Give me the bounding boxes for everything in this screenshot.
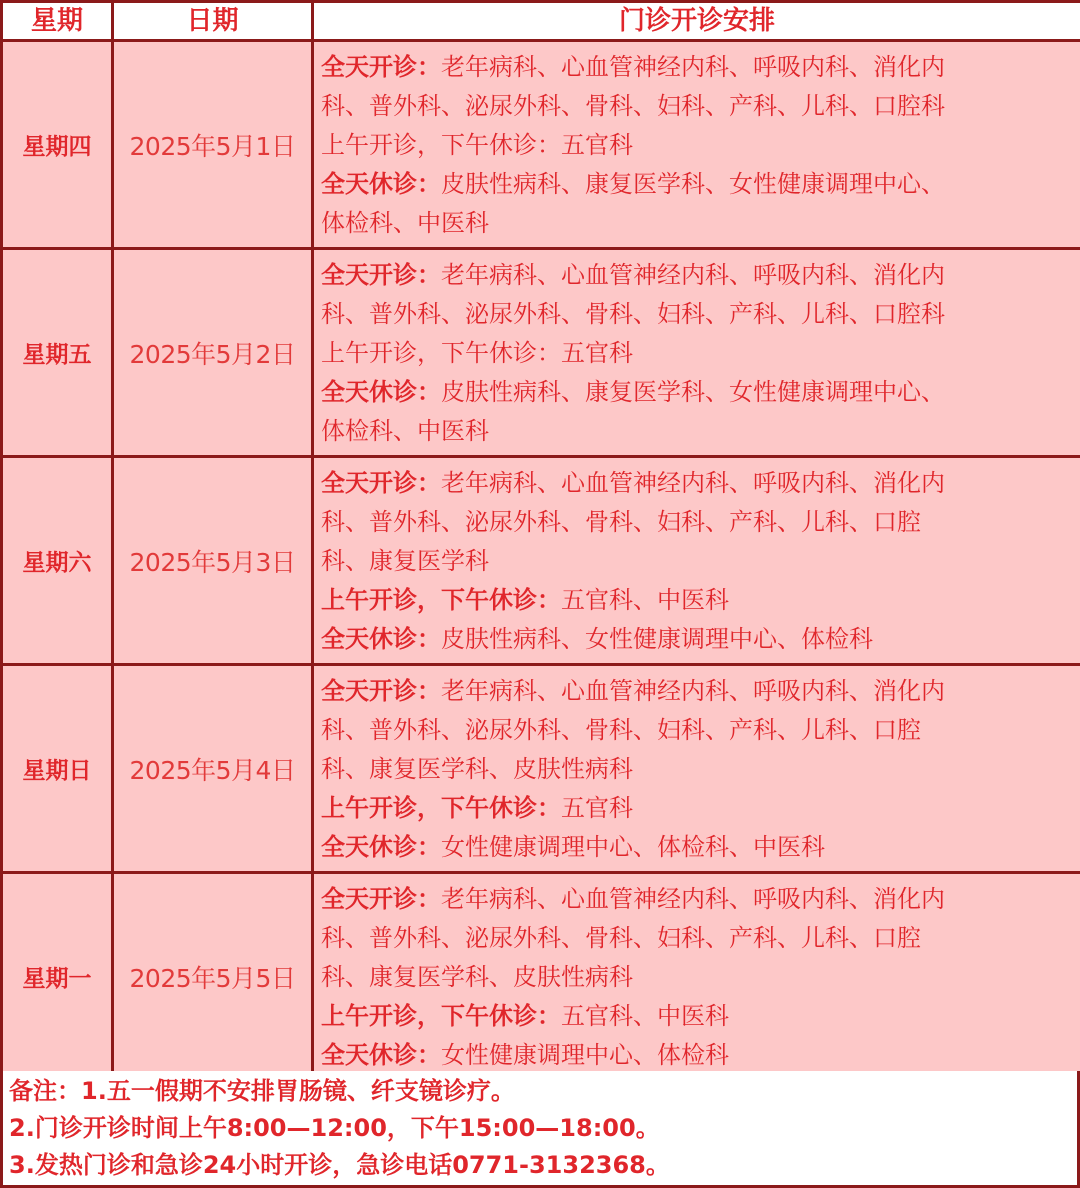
schedule-line bbox=[321, 48, 1066, 87]
schedule-line bbox=[321, 503, 1066, 542]
weekday-cell: 星期一 bbox=[2, 873, 113, 1081]
table-header-row bbox=[2, 2, 1080, 41]
department-list: 科、普外科、泌尿外科、骨科、妇科、产科、儿科、口腔科 bbox=[321, 300, 945, 328]
status-label: 全天开诊： bbox=[321, 261, 441, 289]
department-list: 女性健康调理中心、体检科、中医科 bbox=[441, 833, 825, 861]
schedule-line bbox=[321, 997, 1066, 1036]
department-list: 五官科、中医科 bbox=[561, 586, 729, 614]
weekday-cell: 星期五 bbox=[2, 249, 113, 457]
schedule-line bbox=[321, 789, 1066, 828]
department-list: 科、康复医学科、皮肤性病科 bbox=[321, 755, 633, 783]
schedule-line bbox=[321, 87, 1066, 126]
department-list: 科、普外科、泌尿外科、骨科、妇科、产科、儿科、口腔 bbox=[321, 508, 921, 536]
weekday-cell: 星期日 bbox=[2, 665, 113, 873]
remark-line-1: 备注：1.五一假期不安排胃肠镜、纤支镜诊疗。 bbox=[9, 1077, 515, 1105]
date-cell: 2025年5月2日 bbox=[113, 249, 313, 457]
schedule-line bbox=[321, 711, 1066, 750]
day-row bbox=[2, 457, 1080, 665]
department-list: 科、普外科、泌尿外科、骨科、妇科、产科、儿科、口腔科 bbox=[321, 92, 945, 120]
weekday-cell: 星期六 bbox=[2, 457, 113, 665]
status-label: 全天开诊： bbox=[321, 677, 441, 705]
department-list: 上午开诊，下午休诊：五官科 bbox=[321, 131, 633, 159]
day-row bbox=[2, 873, 1080, 1081]
department-list: 体检科、中医科 bbox=[321, 417, 489, 445]
schedule-lines bbox=[314, 458, 1080, 663]
status-label: 全天开诊： bbox=[321, 53, 441, 81]
schedule-line bbox=[321, 256, 1066, 295]
status-label: 上午开诊，下午休诊： bbox=[321, 794, 561, 822]
schedule-cell bbox=[313, 249, 1080, 457]
schedule-line bbox=[321, 919, 1066, 958]
schedule-lines bbox=[314, 42, 1080, 247]
department-list: 科、康复医学科、皮肤性病科 bbox=[321, 963, 633, 991]
department-list: 科、普外科、泌尿外科、骨科、妇科、产科、儿科、口腔 bbox=[321, 924, 921, 952]
schedule-cell bbox=[313, 873, 1080, 1081]
department-list: 老年病科、心血管神经内科、呼吸内科、消化内 bbox=[441, 677, 945, 705]
schedule-line bbox=[321, 828, 1066, 867]
status-label: 全天开诊： bbox=[321, 885, 441, 913]
status-label: 全天休诊： bbox=[321, 625, 441, 653]
status-label: 全天休诊： bbox=[321, 378, 441, 406]
date-cell: 2025年5月4日 bbox=[113, 665, 313, 873]
schedule-line bbox=[321, 204, 1066, 243]
status-label: 全天休诊： bbox=[321, 833, 441, 861]
weekday-cell: 星期四 bbox=[2, 41, 113, 249]
department-list: 科、康复医学科 bbox=[321, 547, 489, 575]
department-list: 五官科、中医科 bbox=[561, 1002, 729, 1030]
department-list: 科、普外科、泌尿外科、骨科、妇科、产科、儿科、口腔 bbox=[321, 716, 921, 744]
date-cell: 2025年5月5日 bbox=[113, 873, 313, 1081]
schedule-cell bbox=[313, 41, 1080, 249]
schedule-line bbox=[321, 542, 1066, 581]
schedule-line bbox=[321, 750, 1066, 789]
schedule-line bbox=[321, 958, 1066, 997]
schedule-line bbox=[321, 672, 1066, 711]
date-cell: 2025年5月3日 bbox=[113, 457, 313, 665]
schedule-line bbox=[321, 373, 1066, 412]
remark-line-2: 2.门诊开诊时间上午8:00—12:00，下午15:00—18:00。 bbox=[9, 1114, 660, 1142]
schedule-line bbox=[321, 1036, 1066, 1075]
department-list: 老年病科、心血管神经内科、呼吸内科、消化内 bbox=[441, 53, 945, 81]
schedule-line bbox=[321, 880, 1066, 919]
department-list: 老年病科、心血管神经内科、呼吸内科、消化内 bbox=[441, 885, 945, 913]
department-list: 五官科 bbox=[561, 794, 633, 822]
schedule-lines bbox=[314, 874, 1080, 1079]
department-list: 皮肤性病科、康复医学科、女性健康调理中心、 bbox=[441, 378, 945, 406]
department-list: 皮肤性病科、康复医学科、女性健康调理中心、 bbox=[441, 170, 945, 198]
department-list: 上午开诊，下午休诊：五官科 bbox=[321, 339, 633, 367]
schedule-cell bbox=[313, 665, 1080, 873]
schedule-lines bbox=[314, 666, 1080, 871]
date-column-header: 日期 bbox=[113, 2, 313, 41]
schedule-line bbox=[321, 581, 1066, 620]
schedule-cell bbox=[313, 457, 1080, 665]
schedule-line bbox=[321, 334, 1066, 373]
day-row bbox=[2, 665, 1080, 873]
status-label: 全天休诊： bbox=[321, 170, 441, 198]
schedule-line bbox=[321, 165, 1066, 204]
status-label: 上午开诊，下午休诊： bbox=[321, 586, 561, 614]
schedule-body bbox=[2, 41, 1080, 1081]
schedule-line bbox=[321, 620, 1066, 659]
remark-line-3: 3.发热门诊和急诊24小时开诊，急诊电话0771-3132368。 bbox=[9, 1151, 670, 1179]
schedule-line bbox=[321, 464, 1066, 503]
day-row bbox=[2, 41, 1080, 249]
status-label: 全天开诊： bbox=[321, 469, 441, 497]
schedule-lines bbox=[314, 250, 1080, 455]
department-list: 老年病科、心血管神经内科、呼吸内科、消化内 bbox=[441, 469, 945, 497]
day-row bbox=[2, 249, 1080, 457]
department-list: 女性健康调理中心、体检科 bbox=[441, 1041, 729, 1069]
remarks-box bbox=[0, 1071, 1080, 1188]
schedule-line bbox=[321, 295, 1066, 334]
department-list: 老年病科、心血管神经内科、呼吸内科、消化内 bbox=[441, 261, 945, 289]
department-list: 皮肤性病科、女性健康调理中心、体检科 bbox=[441, 625, 873, 653]
department-list: 体检科、中医科 bbox=[321, 209, 489, 237]
status-label: 上午开诊，下午休诊： bbox=[321, 1002, 561, 1030]
weekday-column-header: 星期 bbox=[2, 2, 113, 41]
status-label: 全天休诊： bbox=[321, 1041, 441, 1069]
schedule-line bbox=[321, 126, 1066, 165]
date-cell: 2025年5月1日 bbox=[113, 41, 313, 249]
schedule-line bbox=[321, 412, 1066, 451]
schedule-column-header: 门诊开诊安排 bbox=[313, 2, 1080, 41]
